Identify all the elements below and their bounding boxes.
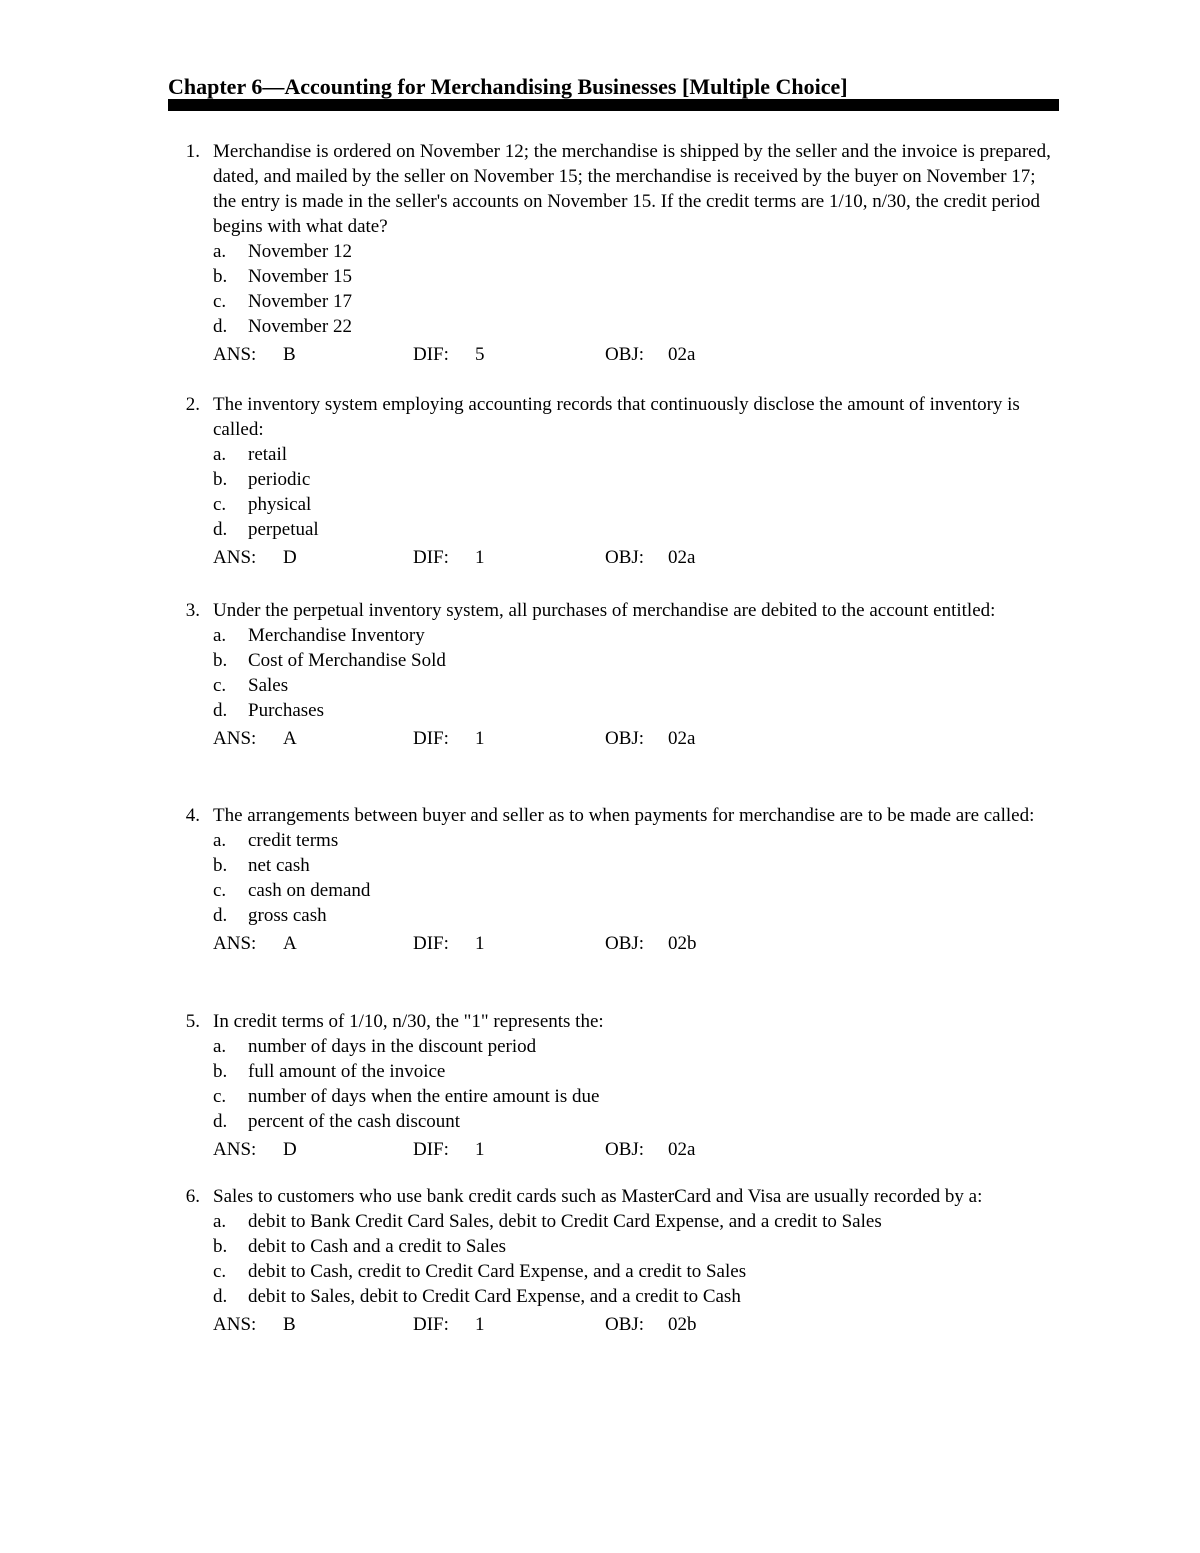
question-number: 3.: [185, 600, 200, 621]
choice-text: debit to Sales, debit to Credit Card Expense, and a credit to Cash: [248, 1286, 741, 1307]
obj-label: OBJ:: [605, 728, 645, 749]
answer-choice: [176, 1234, 1060, 1259]
choice-text: full amount of the invoice: [248, 1061, 446, 1082]
obj-label: OBJ:: [605, 933, 645, 954]
ans-value: A: [283, 728, 297, 749]
answer-choice: [176, 517, 1060, 542]
question-stem: [176, 1009, 1060, 1034]
ans-value: D: [283, 1139, 297, 1160]
dif-label: DIF:: [413, 933, 449, 954]
choice-text: November 12: [248, 241, 352, 262]
question-item: [176, 598, 1060, 754]
page-title: Chapter 6—Accounting for Merchandising Businesses [Multiple Choice]: [168, 74, 848, 99]
choice-text: gross cash: [248, 905, 327, 926]
dif-label: DIF:: [413, 547, 449, 568]
dif-label: DIF:: [413, 344, 449, 365]
question-number: 4.: [185, 805, 200, 826]
obj-value: 02a: [668, 728, 696, 749]
question-stem: [176, 1184, 1060, 1209]
choice-text: perpetual: [248, 519, 319, 540]
question-text: Sales to customers who use bank credit cards such as MasterCard and Visa are usually recorded by a:: [213, 1186, 983, 1207]
choice-text: cash on demand: [248, 880, 371, 901]
choice-text: Purchases: [248, 700, 324, 721]
question-item: [176, 1184, 1060, 1340]
answer-key-row: [176, 342, 1060, 370]
answer-choice: [176, 673, 1060, 698]
choice-text: percent of the cash discount: [248, 1111, 461, 1132]
choice-text: November 22: [248, 316, 352, 337]
choice-text: physical: [248, 494, 312, 515]
choice-letter: d.: [213, 905, 228, 926]
answer-choice: [176, 1084, 1060, 1109]
obj-label: OBJ:: [605, 1314, 645, 1335]
choice-text: Merchandise Inventory: [248, 625, 425, 646]
answer-key-row: [176, 1137, 1060, 1165]
answer-choice: [176, 1059, 1060, 1084]
choice-letter: b.: [213, 1236, 228, 1257]
dif-label: DIF:: [413, 1139, 449, 1160]
answer-choice: [176, 1284, 1060, 1309]
choice-letter: c.: [213, 1086, 227, 1107]
ans-label: ANS:: [213, 547, 257, 568]
choice-letter: b.: [213, 650, 228, 671]
choice-letter: d.: [213, 1111, 228, 1132]
question-item: [176, 139, 1060, 370]
choice-letter: a.: [213, 1036, 227, 1057]
obj-label: OBJ:: [605, 547, 645, 568]
answer-key-row: [176, 545, 1060, 573]
question-text: Merchandise is ordered on November 12; the merchandise is shipped by the seller and the invoice is prepared, dated, and mailed by the seller on November 15; the merchandise is received by the buyer on November 17; the entry is made in the seller's accounts on November 15. If the credit terms are 1/10, n/30, the credit period begins with what date?: [213, 141, 1051, 237]
answer-choice: [176, 442, 1060, 467]
answer-choice: [176, 264, 1060, 289]
obj-label: OBJ:: [605, 344, 645, 365]
answer-key-row: [176, 1312, 1060, 1340]
choice-letter: b.: [213, 1061, 228, 1082]
answer-choice: [176, 467, 1060, 492]
question-stem: [176, 392, 1060, 442]
choice-letter: c.: [213, 675, 227, 696]
answer-choice: [176, 698, 1060, 723]
choice-letter: d.: [213, 700, 228, 721]
obj-value: 02b: [668, 1314, 697, 1335]
choice-text: periodic: [248, 469, 311, 490]
dif-value: 5: [475, 344, 485, 365]
answer-key-row: [176, 726, 1060, 754]
answer-key-row: [176, 931, 1060, 959]
question-text: The arrangements between buyer and seller as to when payments for merchandise are to be made are called:: [213, 805, 1035, 826]
obj-value: 02b: [668, 933, 697, 954]
title-rule: [168, 99, 1059, 111]
choice-text: November 17: [248, 291, 352, 312]
choice-letter: c.: [213, 880, 227, 901]
question-stem: [176, 803, 1060, 828]
question-text: Under the perpetual inventory system, all purchases of merchandise are debited to the account entitled:: [213, 600, 996, 621]
answer-choice: [176, 828, 1060, 853]
dif-label: DIF:: [413, 728, 449, 749]
dif-value: 1: [475, 1314, 485, 1335]
choice-text: debit to Cash and a credit to Sales: [248, 1236, 507, 1257]
choice-text: net cash: [248, 855, 310, 876]
choice-text: Sales: [248, 675, 289, 696]
choice-letter: c.: [213, 494, 227, 515]
choice-letter: c.: [213, 291, 227, 312]
choice-letter: b.: [213, 469, 228, 490]
answer-choice: [176, 853, 1060, 878]
answer-choice: [176, 623, 1060, 648]
choice-text: Cost of Merchandise Sold: [248, 650, 446, 671]
ans-label: ANS:: [213, 1139, 257, 1160]
choice-letter: a.: [213, 241, 227, 262]
choice-text: November 15: [248, 266, 352, 287]
obj-label: OBJ:: [605, 1139, 645, 1160]
answer-choice: [176, 1259, 1060, 1284]
choice-letter: b.: [213, 855, 228, 876]
choice-letter: a.: [213, 830, 227, 851]
question-stem: [176, 598, 1060, 623]
choice-letter: b.: [213, 266, 228, 287]
ans-label: ANS:: [213, 933, 257, 954]
choice-letter: a.: [213, 1211, 227, 1232]
question-number: 5.: [185, 1011, 200, 1032]
ans-value: D: [283, 547, 297, 568]
ans-label: ANS:: [213, 1314, 257, 1335]
ans-label: ANS:: [213, 728, 257, 749]
answer-choice: [176, 878, 1060, 903]
answer-choice: [176, 903, 1060, 928]
answer-choice: [176, 314, 1060, 339]
ans-label: ANS:: [213, 344, 257, 365]
question-number: 6.: [185, 1186, 200, 1207]
choice-letter: c.: [213, 1261, 227, 1282]
dif-value: 1: [475, 933, 485, 954]
question-text: In credit terms of 1/10, n/30, the "1" represents the:: [213, 1011, 604, 1032]
answer-choice: [176, 289, 1060, 314]
obj-value: 02a: [668, 344, 696, 365]
choice-letter: d.: [213, 1286, 228, 1307]
question-number: 1.: [185, 141, 200, 162]
ans-value: B: [283, 1314, 296, 1335]
answer-choice: [176, 648, 1060, 673]
choice-text: retail: [248, 444, 288, 465]
obj-value: 02a: [668, 547, 696, 568]
obj-value: 02a: [668, 1139, 696, 1160]
choice-letter: a.: [213, 444, 227, 465]
choice-letter: a.: [213, 625, 227, 646]
question-item: [176, 392, 1060, 573]
question-number: 2.: [185, 394, 200, 415]
question-stem: [176, 139, 1060, 239]
choice-letter: d.: [213, 316, 228, 337]
ans-value: A: [283, 933, 297, 954]
choice-text: number of days when the entire amount is due: [248, 1086, 600, 1107]
answer-choice: [176, 1109, 1060, 1134]
answer-choice: [176, 1209, 1060, 1234]
question-text: The inventory system employing accounting records that continuously disclose the amount of inventory is called:: [213, 394, 1020, 440]
question-item: [176, 1009, 1060, 1165]
dif-value: 1: [475, 547, 485, 568]
answer-choice: [176, 492, 1060, 517]
answer-choice: [176, 239, 1060, 264]
choice-text: debit to Cash, credit to Credit Card Expense, and a credit to Sales: [248, 1261, 747, 1282]
choice-letter: d.: [213, 519, 228, 540]
question-item: [176, 803, 1060, 959]
choice-text: number of days in the discount period: [248, 1036, 537, 1057]
ans-value: B: [283, 344, 296, 365]
choice-text: credit terms: [248, 830, 339, 851]
answer-choice: [176, 1034, 1060, 1059]
dif-value: 1: [475, 728, 485, 749]
dif-label: DIF:: [413, 1314, 449, 1335]
choice-text: debit to Bank Credit Card Sales, debit to Credit Card Expense, and a credit to Sales: [248, 1211, 882, 1232]
dif-value: 1: [475, 1139, 485, 1160]
